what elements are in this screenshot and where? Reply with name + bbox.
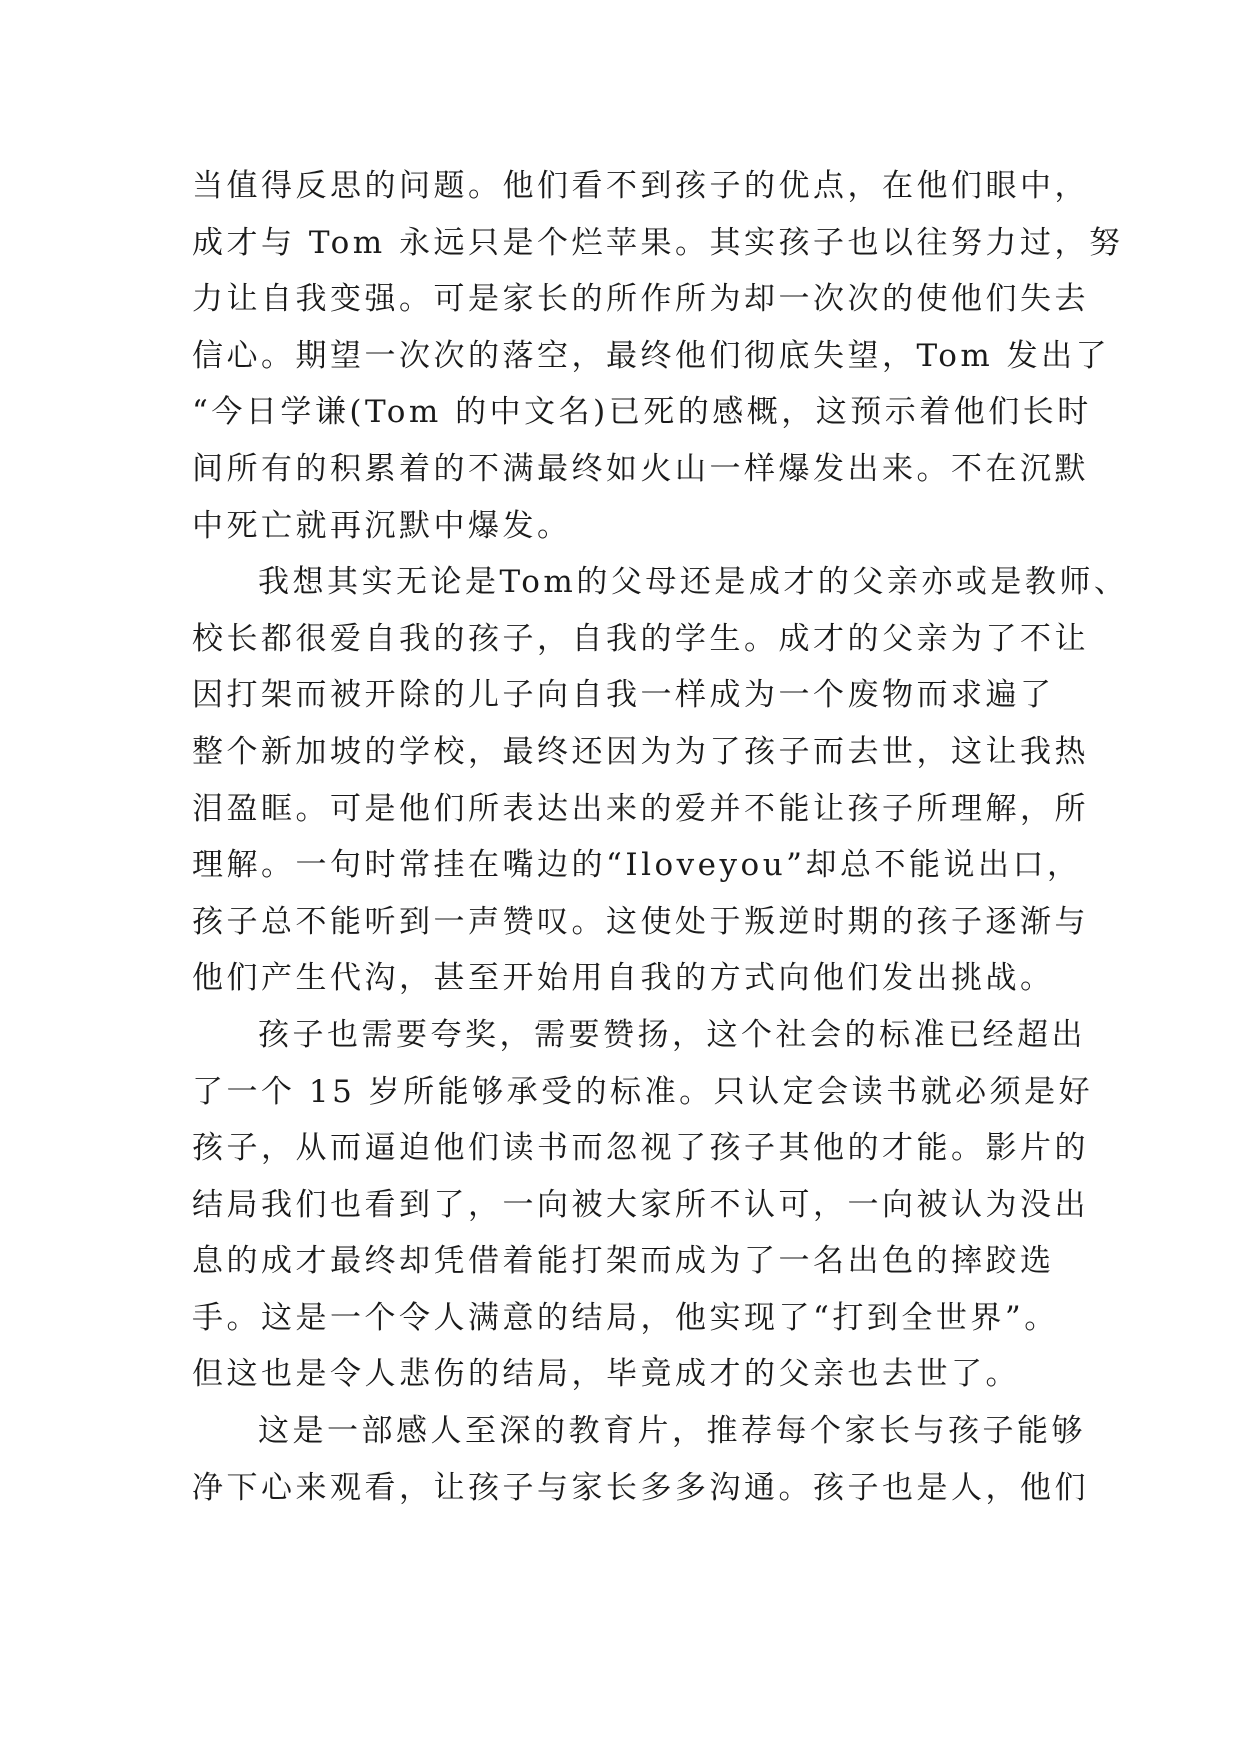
text-line: 整个新加坡的学校，最终还因为为了孩子而去世，这让我热 (192, 733, 1089, 770)
text-line: “今日学谦(Tom 的中文名)已死的感概，这预示着他们长时 (192, 394, 1092, 431)
text-line: 因打架而被开除的儿子向自我一样成为一个废物而求遍了 (192, 677, 1055, 714)
text-line: 结局我们也看到了，一向被大家所不认可，一向被认为没出 (192, 1186, 1089, 1223)
paragraph-4 (192, 1403, 1089, 1516)
text-line: 我想其实无论是Tom的父母还是成才的父亲亦或是教师、 (258, 564, 1129, 601)
text-line: 了一个 15 岁所能够承受的标准。只认定会读书就必须是好 (192, 1073, 1094, 1110)
paragraph-2 (192, 554, 1129, 1007)
text-line: 孩子总不能听到一声赞叹。这使处于叛逆时期的孩子逐渐与 (192, 903, 1089, 940)
text-line: 中死亡就再沉默中爆发。 (192, 507, 572, 544)
text-line: 这是一部感人至深的教育片，推荐每个家长与孩子能够 (258, 1413, 1086, 1450)
text-line: 力让自我变强。可是家长的所作所为却一次次的使他们失去 (192, 281, 1089, 318)
text-line: 成才与 Tom 永远只是个烂苹果。其实孩子也以往努力过，努 (192, 224, 1124, 261)
text-line: 理解。一句时常挂在嘴边的“Iloveyou”却总不能说出口， (192, 847, 1082, 884)
document-body (192, 158, 1129, 1516)
text-line: 间所有的积累着的不满最终如火山一样爆发出来。不在沉默 (192, 450, 1089, 487)
paragraph-1 (192, 158, 1124, 554)
text-line: 手。这是一个令人满意的结局，他实现了“打到全世界”。 (192, 1299, 1059, 1336)
text-line: 信心。期望一次次的落空，最终他们彻底失望，Tom 发出了 (192, 337, 1111, 374)
text-line: 但这也是令人悲伤的结局，毕竟成才的父亲也去世了。 (192, 1356, 1020, 1393)
paragraph-3 (192, 1007, 1094, 1403)
text-line: 孩子也需要夸奖，需要赞扬，这个社会的标准已经超出 (258, 1016, 1086, 1053)
text-line: 校长都很爱自我的孩子，自我的学生。成才的父亲为了不让 (192, 620, 1089, 657)
text-line: 泪盈眶。可是他们所表达出来的爱并不能让孩子所理解，所 (192, 790, 1089, 827)
text-line: 他们产生代沟，甚至开始用自我的方式向他们发出挑战。 (192, 960, 1055, 997)
text-line: 当值得反思的问题。他们看不到孩子的优点，在他们眼中， (192, 168, 1089, 204)
text-line: 息的成才最终却凭借着能打架而成为了一名出色的摔跤选 (192, 1243, 1055, 1280)
text-line: 净下心来观看，让孩子与家长多多沟通。孩子也是人，他们 (192, 1469, 1089, 1506)
text-line: 孩子，从而逼迫他们读书而忽视了孩子其他的才能。影片的 (192, 1130, 1089, 1167)
